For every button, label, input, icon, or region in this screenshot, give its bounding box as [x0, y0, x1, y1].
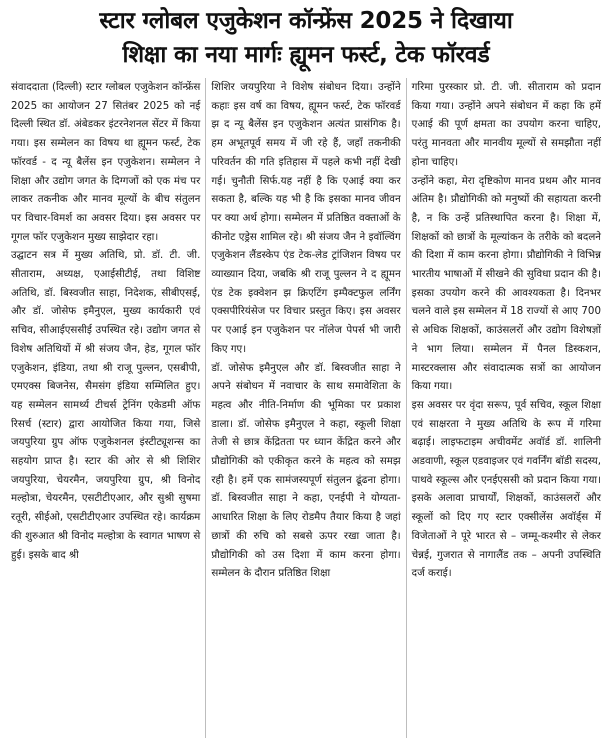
column-3-paragraph-2: उन्होंने कहा, मेरा दृष्टिकोण मानव प्रथम और मानव अंतिम है। प्रौद्योगिकी को मनुष्यों की सहायता करनी है, न कि उन्हें प्रतिस्थापित करना है। शिक्षा में, शिक्षकों को छात्रों के मूल्यांकन के तरीके को बदलने की दिशा में काम करना होगा। प्रौद्योगिकी ने विभिन्न भारतीय भाषाओं में सीखने की सुविधा प्रदान की है। इसका उपयोग करने की आवश्यकता है। दिनभर चलने वाले इस सम्मेलन में 18 राज्यों से आए 700 से अधिक शिक्षकों, काउंसलरों और उद्योग विशेषज्ञों ने भाग लिया। सम्मेलन में पैनल डिस्कशन, मास्टरक्लास और संवादात्मक सत्रों का आयोजन किया गया।: [411, 174, 601, 393]
article-headline: [6, 4, 606, 72]
column-3-paragraph-3: इस अवसर पर वृंदा सरूप, पूर्व सचिव, स्कूल शिक्षा एवं साक्षरता ने मुख्य अतिथि के रूप में गरिमा बढ़ाई। लाइफटाइम अचीवमेंट अवॉर्ड डॉ. शालिनी अडवाणी, स्कूल एडवाइजर एवं गवर्निंग बॉडी सदस्य, पाथवे स्कूल्स और एनईएससी को प्रदान किया गया। इसके अलावा प्राचार्यों, शिक्षकों, काउंसलरों और स्कूलों को दिए गए स्टार एक्सीलेंस अवॉर्ड्स में विजेताओं ने पूरे भारत से – जम्मू-कश्मीर से लेकर चेन्नई, गुजरात से नागालैंड तक – अपनी उपस्थिति दर्ज कराई।: [411, 398, 601, 580]
column-3: [406, 78, 606, 738]
column-2-paragraph-2: डॉ. जोसेफ इमैनुएल और डॉ. बिस्वजीत साहा ने अपने संबोधन में नवाचार के साथ समावेशिता के महत्व और नीति-निर्माण की भूमिका पर प्रकाश डाला। डॉ. जोसेफ इमैनुएल ने कहा, स्कूली शिक्षा तेजी से छात्र केंद्रितता पर ध्यान केंद्रित करने और प्रौद्योगिकी को एकीकृत करने के महत्व को समझ रही है। हमें एक सामंजस्यपूर्ण संतुलन ढूंढना होगा। डॉ. बिस्वजीत साहा ने कहा, एनईपी ने योग्यता-आधारित शिक्षा के लिए रोडमैप तैयार किया है जहां छात्रों की रुचि को सबसे ऊपर रखा जाता है। प्रौद्योगिकी को उस दिशा में काम करना होगा। सम्मेलन के दौरान प्रतिष्ठित शिक्षा: [211, 361, 401, 580]
column-2: [205, 78, 405, 738]
column-2-paragraph-1: शिशिर जयपुरिया ने विशेष संबोधन दिया। उन्होंने कहाः इस वर्ष का विषय, ह्यूमन फर्स्ट, टेक फॉरवर्ड झ द न्यू बैलेंस इन एजुकेशन अत्यंत प्रासंगिक है। हम अभूतपूर्व समय में जी रहे हैं, जहाँ तकनीकी परिवर्तन की गति इतिहास में पहले कभी नहीं देखी गई। चुनौती सिर्फ.यह नहीं है कि एआई क्या कर सकता है, बल्कि यह भी है कि इसका मानव जीवन पर क्या अर्थ होगा। सम्मेलन में प्रतिष्ठित वक्ताओं के कीनोट एड्रेस शामिल रहे। श्री संजय जैन ने इवॉल्विंग एजुकेशन लैंडस्केप एंड टेक-लेड ट्रांजिशन विषय पर व्याख्यान दिया, जबकि श्री राजू पुल्लन ने द ह्यूमन एंड टेक इक्वेशन झ क्रिएटिंग इम्पैक्टफुल लर्निंग एक्सपीरियंसेज पर विचार प्रस्तुत किए। इस अवसर पर एआई इन एजुकेशन पर नॉलेज पेपर्स भी जारी किए गए।: [211, 81, 401, 355]
headline-line-1: स्टार ग्लोबल एजुकेशन कॉन्फ्रेंस 2025 ने दिखाया: [99, 8, 513, 34]
article-columns: [6, 78, 606, 738]
column-3-paragraph-1: गरिमा पुरस्कार प्रो. टी. जी. सीताराम को प्रदान किया गया। उन्होंने अपने संबोधन में कहा कि हमें एआई की पूर्ण क्षमता का उपयोग करना चाहिए, परंतु मानवता और मानवीय मूल्यों से समझौता नहीं होना चाहिए।: [411, 81, 601, 168]
column-1-paragraph-2: उद्घाटन सत्र में मुख्य अतिथि, प्रो. डॉ. टी. जी. सीताराम, अध्यक्ष, एआईसीटीई, तथा विशिष्ट अतिथि, डॉ. बिस्वजीत साहा, निदेशक, सीबीएसई, और डॉ. जोसेफ इमैनुएल, मुख्य कार्यकारी एवं सचिव, सीआईएससीई उपस्थित रहे। उद्योग जगत से विशेष अतिथियों में श्री संजय जैन, हेड, गूगल फॉर एजुकेशन, इंडिया, तथा श्री राजू पुल्लन, एसबीपी, एमएक्स बिजनेस, सैमसंग इंडिया सम्मिलित हुए। यह सम्मेलन सामर्थ्य टीचर्स ट्रेनिंग एकेडमी ऑफ रिसर्च (स्टार) द्वारा आयोजित किया गया, जिसे जयपुरिया ग्रुप ऑफ एजुकेशनल इंस्टीट्यूशन्स का सहयोग प्राप्त है। स्टार की ओर से श्री शिशिर जयपुरिया, चेयरमैन, जयपुरिया ग्रुप, श्री विनोद मल्होत्रा, चेयरमैन, एसटीटीएआर, और सुश्री सुषमा रतूरी, सीईओ, एसटीटीएआर उपस्थित रहे। कार्यक्रम की शुरुआत श्री विनोद मल्होत्रा के स्वागत भाषण से हुई। इसके बाद श्री: [11, 249, 201, 561]
column-1-paragraph-1: संवाददाता (दिल्ली) स्टार ग्लोबल एजुकेशन कॉन्फ्रेंस 2025 का आयोजन 27 सितंबर 2025 को नई दिल्ली स्थित डॉ. अंबेडकर इंटरनेशनल सेंटर में किया गया। इस सम्मेलन का विषय था ह्यूमन फर्स्ट, टेक फॉरवर्ड - द न्यू बैलेंस इन एजुकेशन। सम्मेलन ने शिक्षा और उद्योग जगत के दिग्गजों को एक मंच पर लाकर तकनीक और मानव मूल्यों के बीच संतुलन पर विचार-विमर्श का अवसर दिया। इस अवसर पर गूगल फॉर एजुकेशन मुख्य साझेदार रहा।: [11, 81, 201, 243]
column-1: [6, 78, 205, 738]
headline-line-2: शिक्षा का नया मार्गः ह्यूमन फर्स्ट, टेक फॉरवर्ड: [122, 42, 490, 68]
